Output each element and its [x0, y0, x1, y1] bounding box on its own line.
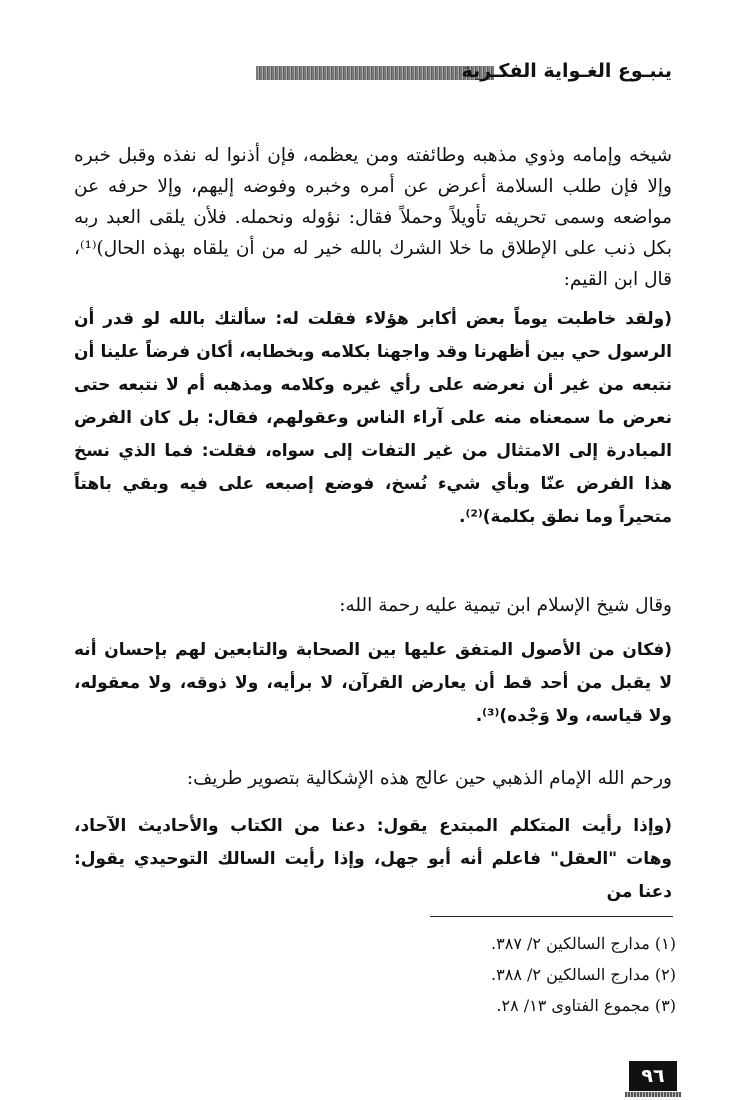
- page-number-decorative-strip: [625, 1092, 681, 1097]
- footnote-separator: [430, 916, 673, 917]
- footnote-1: (١) مدارج السالكين ٢/ ٣٨٧.: [491, 934, 676, 953]
- quote-dhahabi: (وإذا رأيت المتكلم المبتدع يقول: دعنا من الكتاب والأحاديث الآحاد، وهات "العقل" فاعلم أنه أبو جهل، وإذا رأيت السالك التوحيدي يقول: دعنا من: [74, 816, 672, 902]
- footnote-3: (٣) مجموع الفتاوى ١٣/ ٢٨.: [496, 996, 676, 1015]
- body-paragraph-1: شيخه وإمامه وذوي مذهبه وطائفته ومن يعظمه، فإن أذنوا له نفذه وقبل خبره وإلا فإن طلب السلامة أعرض عن أمره وخبره وفوضه إليهم، وإلا حرفه عن مواضعه وسمى تحريفه تأويلاً وحملاً فقال: نؤوله ونحمله. فلأن يلقى العبد ربه بكل ذنب على الإطلاق ما خلا الشرك بالله خير له من أن يلقاه بهذه الحال)⁽¹⁾، قال ابن القيم:: [74, 145, 672, 290]
- running-header-title: ينبـوع الغـواية الفكـرية: [461, 60, 672, 82]
- intro-ibn-taymiyyah: وقال شيخ الإسلام ابن تيمية عليه رحمة الله:: [339, 595, 672, 616]
- page-number: ٩٦: [641, 1065, 665, 1087]
- quote-ibn-alqayyim: (ولقد خاطبت يوماً بعض أكابر هؤلاء فقلت له: سألتك بالله لو قدر أن الرسول حي بين أظهرنا وقد واجهنا بكلامه وبخطابه، أكان فرضاً علينا أن نتبعه من غير أن نعرضه على رأي غيره وكلامه ومذهبه أم لا نتبعه حتى نعرض ما سمعناه منه على آراء الناس وعقولهم، فقال: بل كان الفرض المبادرة إلى الامتثال من غير التفات إلى سواه، فقلت: فما الذي نسخ هذا الفرض عنّا وبأي شيء نُسخ، فوضع إصبعه على فيه وبقي باهتاً متحيراً وما نطق بكلمة)⁽²⁾.: [74, 309, 672, 527]
- quote-ibn-taymiyyah: (فكان من الأصول المتفق عليها بين الصحابة والتابعين لهم بإحسان أنه لا يقبل من أحد قط أن يعارض القرآن، لا برأيه، ولا ذوقه، ولا معقوله، ولا قياسه، ولا وَجْده)⁽³⁾.: [74, 640, 672, 726]
- intro-dhahabi: ورحم الله الإمام الذهبي حين عالج هذه الإشكالية بتصوير طريف:: [186, 768, 672, 789]
- footnote-2: (٢) مدارج السالكين ٢/ ٣٨٨.: [491, 965, 676, 984]
- running-header: [70, 56, 672, 86]
- footnotes: [300, 928, 676, 1021]
- header-decorative-bar: [256, 66, 494, 80]
- page-number-box: [629, 1061, 677, 1091]
